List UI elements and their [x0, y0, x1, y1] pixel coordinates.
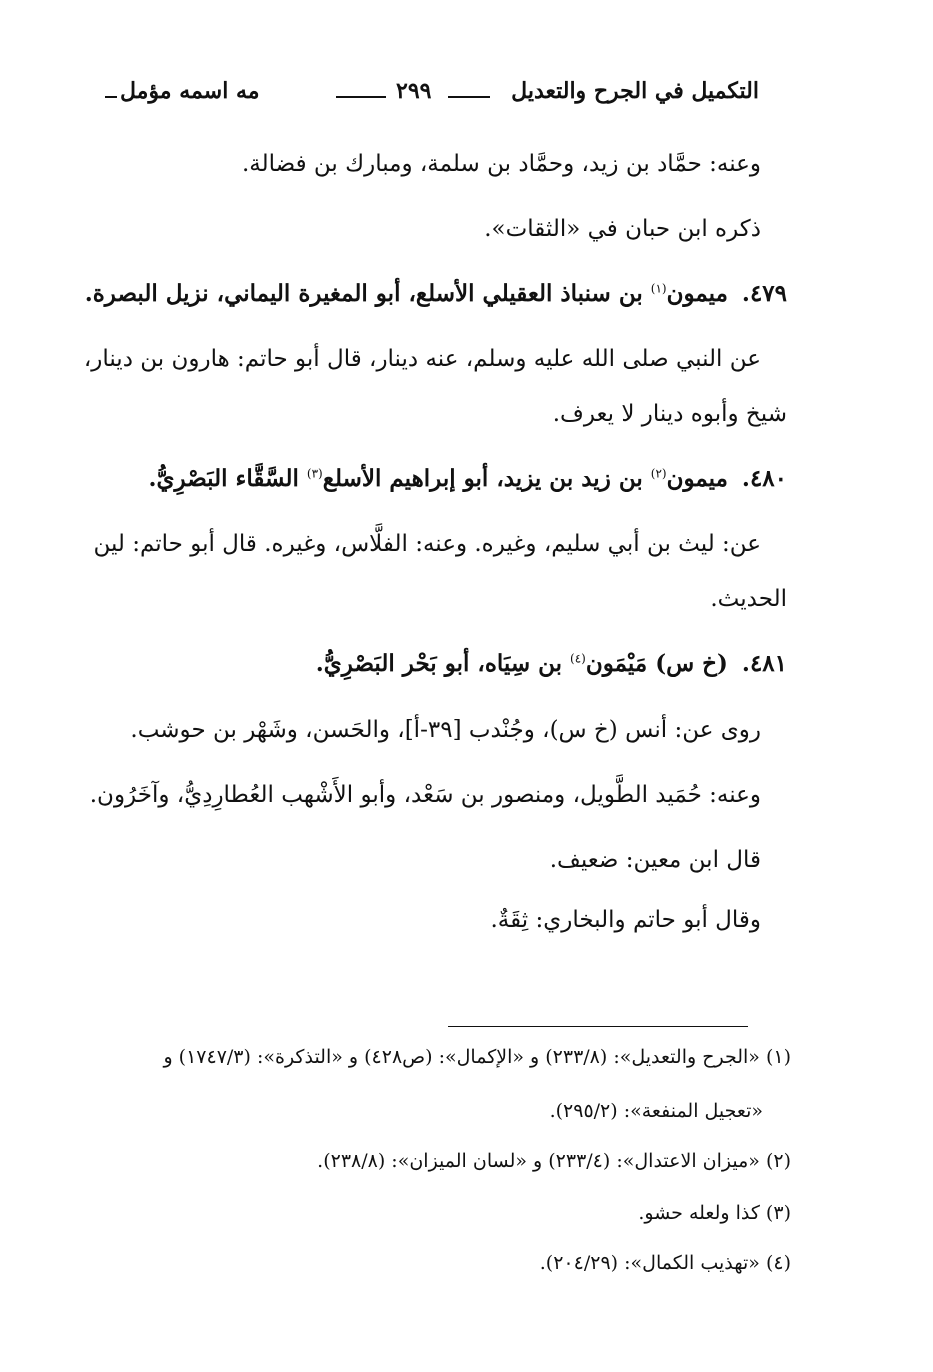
- footnote-ref: (٢): [650, 466, 667, 481]
- entry-name-rest: بن سنباذ العقيلي الأسلع، أبو المغيرة اليماني، نزيل البصرة.: [84, 280, 643, 307]
- entry-name-rest: السَّقَّاء البَصْرِيُّ.: [148, 465, 299, 492]
- text-line: شيخ وأبوه دينار لا يعرف.: [552, 401, 787, 427]
- footnote-1-continued: «تعجيل المنفعة»: (٢٩٥/٢).: [549, 1100, 763, 1122]
- text-line: قال ابن معين: ضعيف.: [549, 847, 761, 873]
- entry-number: ٤٧٩.: [741, 280, 787, 307]
- entry-heading-481: [316, 650, 787, 677]
- footnote-4: (٤) «تهذيب الكمال»: (٢٠٤/٢٩).: [539, 1252, 791, 1274]
- text-line: وقال أبو حاتم والبخاري: ثِقَةٌ.: [490, 907, 761, 933]
- header-rule: [336, 96, 386, 98]
- text-line: وعنه: حمَّاد بن زيد، وحمَّاد بن سلمة، ومبارك بن فضالة.: [242, 151, 761, 177]
- entry-name-mid: بن زيد بن يزيد، أبو إبراهيم الأسلع: [322, 465, 643, 492]
- text-line: روى عن: أنس (خ س)، وجُنْدب [٣٩-أ]، والحَسن، وشَهْر بن حوشب.: [130, 717, 761, 743]
- header-rule: [448, 96, 490, 98]
- footnote-ref: (١): [650, 281, 667, 296]
- footnote-2: (٢) «ميزان الاعتدال»: (٢٣٣/٤) و «لسان الميزان»: (٢٣٨/٨).: [317, 1150, 791, 1172]
- text-line: عن النبي صلى الله عليه وسلم، عنه دينار، قال أبو حاتم: هارون بن دينار،: [83, 346, 761, 372]
- text-line: عن: ليث بن أبي سليم، وغيره. وعنه: الفلَّاس، وغيره. قال أبو حاتم: لين: [93, 531, 761, 557]
- entry-heading-479: [85, 280, 787, 307]
- text-line: ذكره ابن حبان في «الثقات».: [484, 216, 761, 242]
- entry-number: ٤٨٠.: [741, 465, 787, 492]
- footnote-ref: (٤): [570, 651, 586, 666]
- entry-name-rest: بن سِيَاه، أبو بَحْر البَصْرِيُّ.: [315, 650, 563, 677]
- running-header-title: التكميل في الجرح والتعديل: [511, 78, 759, 104]
- text-line: الحديث.: [710, 586, 787, 612]
- footnote-ref: (٣): [306, 466, 323, 481]
- header-rule: [105, 96, 117, 98]
- entry-name: ميمون: [666, 280, 728, 307]
- running-header-chapter: مه اسمه مؤمل: [120, 78, 260, 104]
- entry-name: ميمون: [666, 465, 728, 492]
- entry-number: ٤٨١.: [741, 650, 787, 677]
- entry-heading-480: [149, 465, 787, 492]
- entry-name: مَيْمَون: [585, 650, 648, 677]
- page-number: ٢٩٩: [396, 78, 432, 104]
- entry-symbols: (خ س): [655, 650, 728, 677]
- footnote-3: (٣) كذا ولعله حشو.: [638, 1202, 791, 1224]
- footnote-1: (١) «الجرح والتعديل»: (٢٣٣/٨) و «الإكمال»: (ص٤٢٨) و «التذكرة»: (١٧٤٧/٣) و: [163, 1046, 791, 1068]
- footnote-separator: [448, 1026, 748, 1027]
- text-line: وعنه: حُمَيد الطَّويل، ومنصور بن سَعْد، وأبو الأَشْهب العُطارِدِيُّ، وآخَرُون.: [89, 782, 761, 808]
